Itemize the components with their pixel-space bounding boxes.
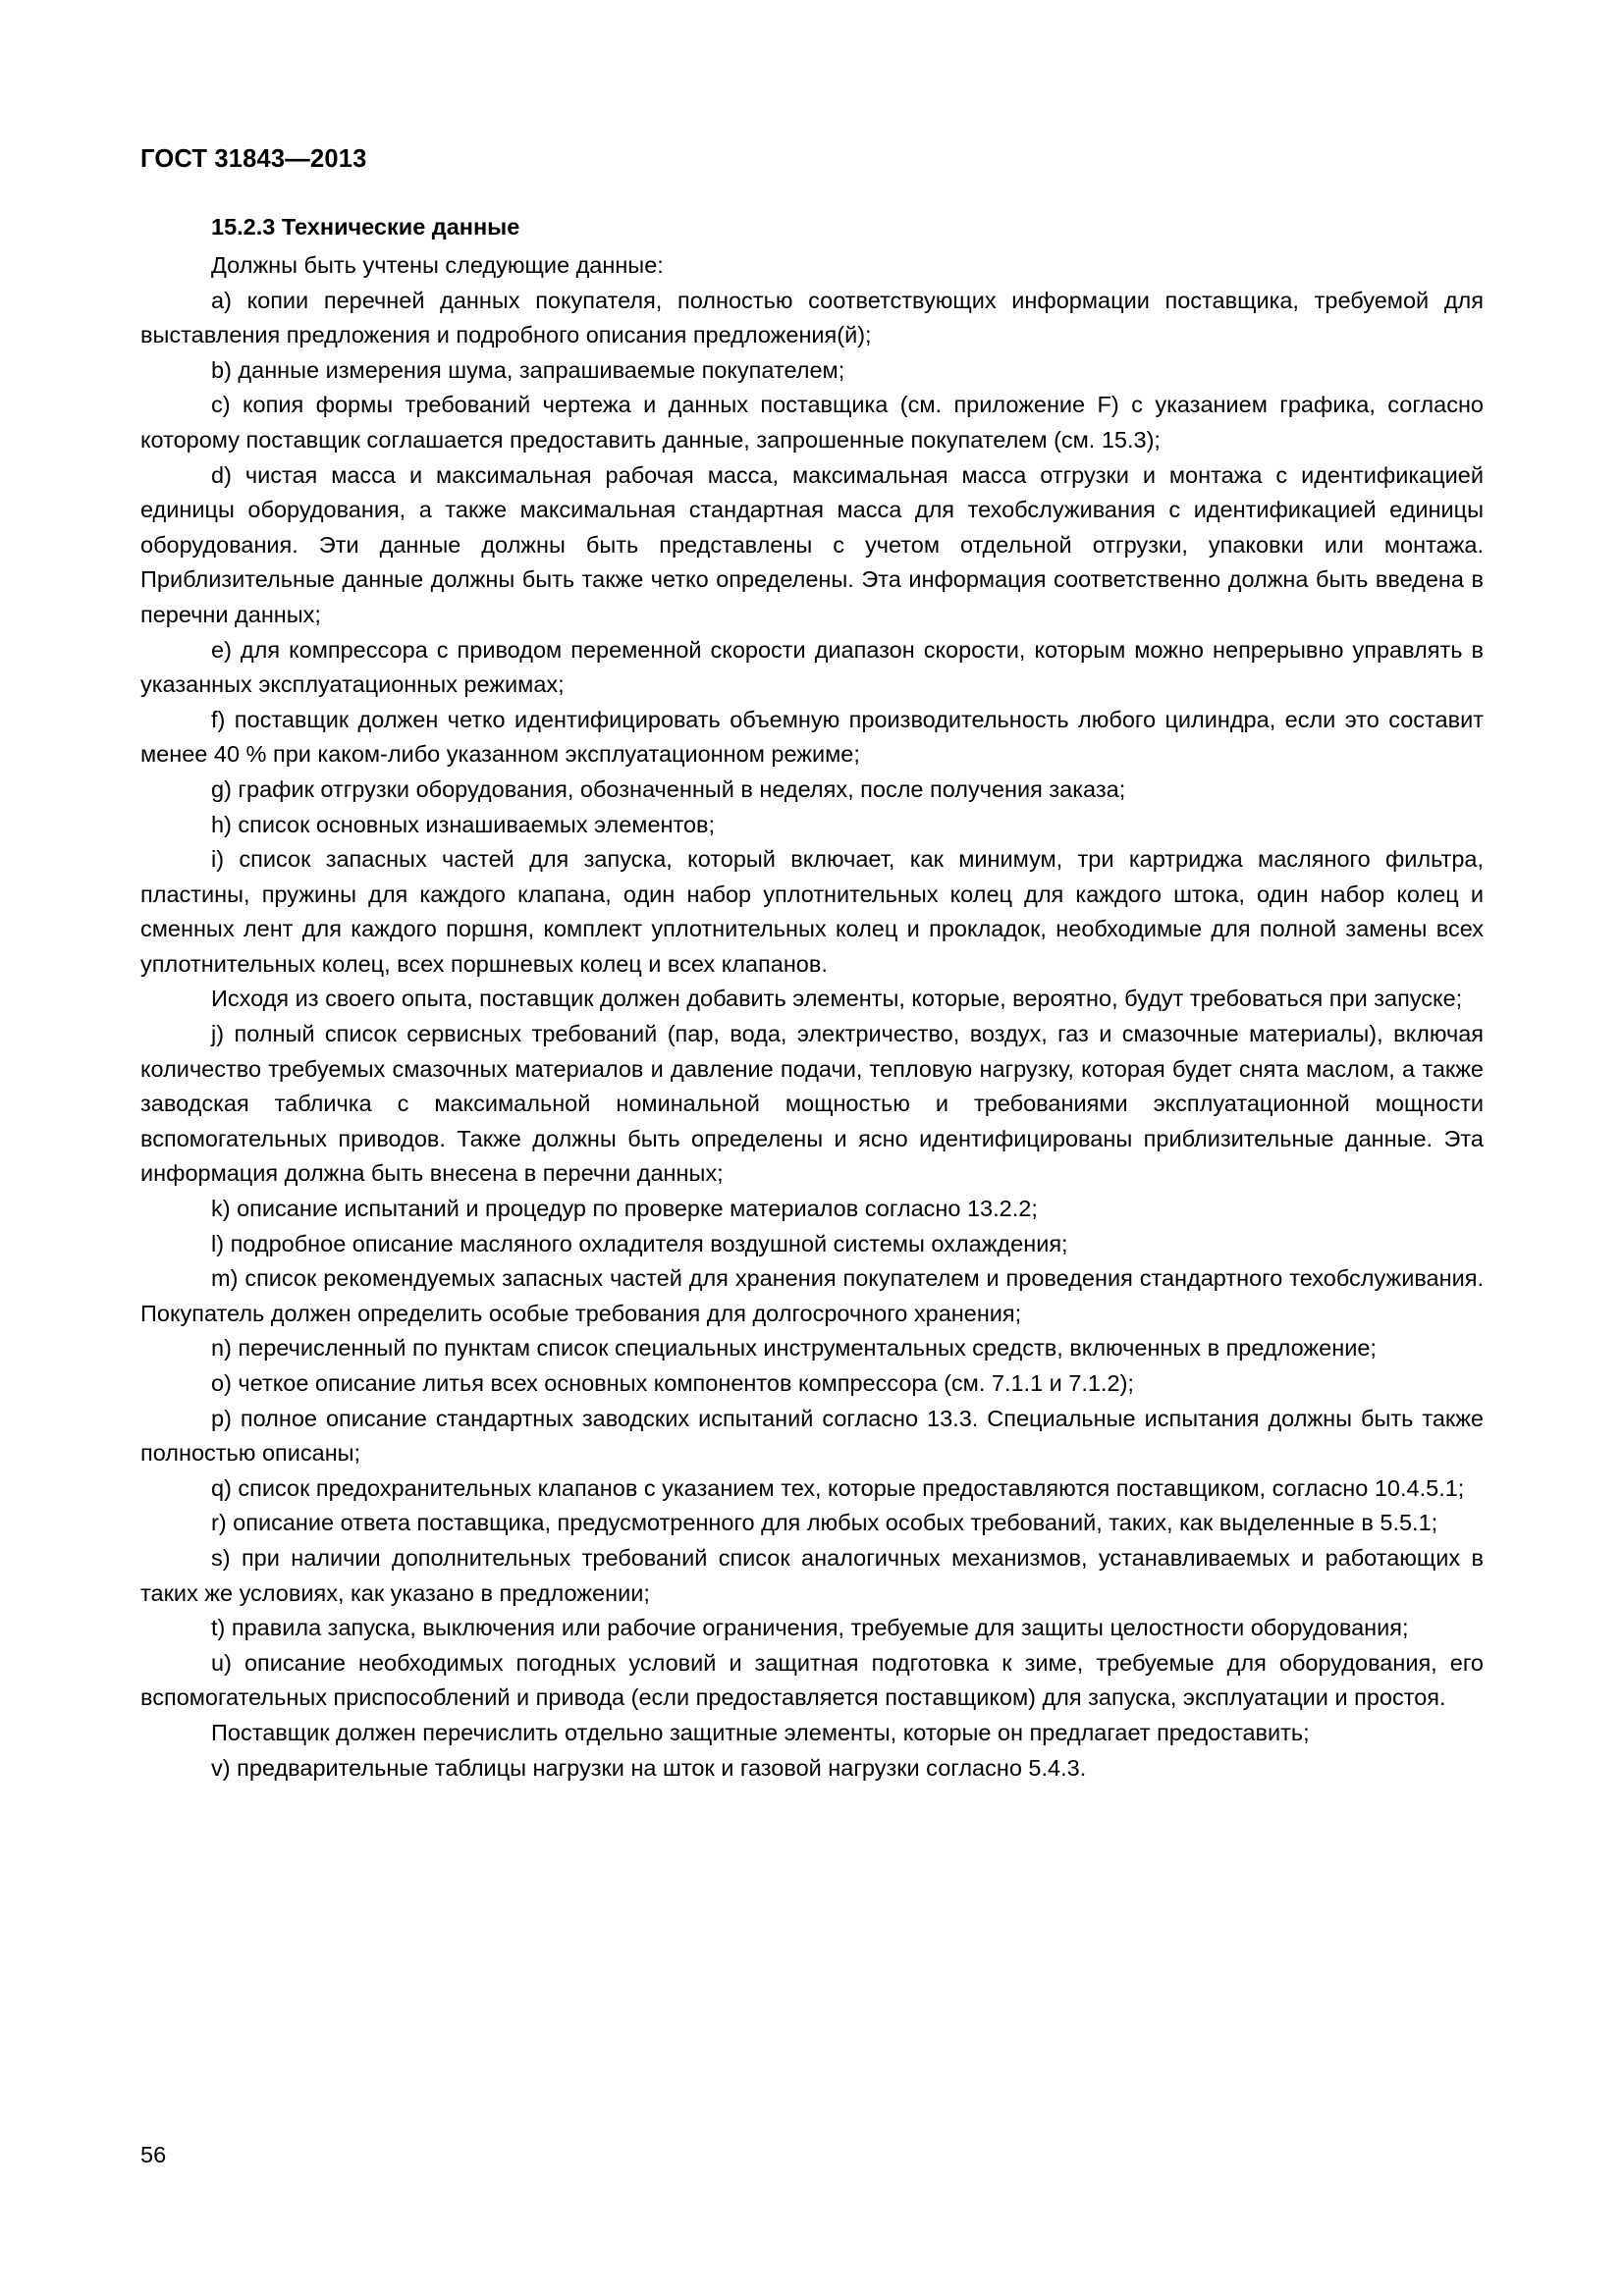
note-paragraph: Поставщик должен перечислить отдельно защитные элементы, которые он предлагает предоставить; — [211, 1719, 1310, 1745]
section-intro: Должны быть учтены следующие данные: — [211, 252, 664, 278]
list-item: p) полное описание стандартных заводских испытаний согласно 13.3. Специальные испытания должны быть также полностью описаны; — [140, 1405, 1484, 1467]
list-item: d) чистая масса и максимальная рабочая масса, максимальная масса отгрузки и монтажа с идентификацией единицы оборудования, а также максимальная стандартная масса для техобслуживания с идентификацией единицы оборудования. Эти данные должны быть представлены с учетом отдельной отгрузки, упаковки или монтажа. Приблизительные данные должны быть также четко определены. Эта информация соответственно должна быть введена в перечни данных; — [140, 461, 1484, 627]
page-header: ГОСТ 31843—2013 — [140, 145, 367, 173]
page-content — [140, 214, 1484, 1786]
list-item: r) описание ответа поставщика, предусмотренного для любых особых требований, таких, как выделенные в 5.5.1; — [211, 1510, 1438, 1536]
list-item: j) полный список сервисных требований (пар, вода, электричество, воздух, газ и смазочные материалы), включая количество требуемых смазочных материалов и давление подачи, тепловую нагрузку, которая будет снята маслом, а также заводская табличка с максимальной номинальной мощностью и требованиями эксплуатационной мощности вспомогательных приводов. Также должны быть определены и ясно идентифицированы приблизительные данные. Эта информация должна быть внесена в перечни данных; — [140, 1021, 1484, 1187]
list-item: n) перечисленный по пунктам список специальных инструментальных средств, включенных в предложение; — [211, 1335, 1377, 1362]
note-paragraph: Исходя из своего опыта, поставщик должен добавить элементы, которые, вероятно, будут требоваться при запуске; — [211, 986, 1463, 1012]
list-item: b) данные измерения шума, запрашиваемые покупателем; — [211, 356, 845, 383]
list-item: t) правила запуска, выключения или рабочие ограничения, требуемые для защиты целостности оборудования; — [211, 1615, 1409, 1641]
page-number: 56 — [140, 2142, 167, 2167]
list-item: c) копия формы требований чертежа и данных поставщика (см. приложение F) с указанием графика, согласно которому поставщик соглашается предоставить данные, запрошенные покупателем (см. 15.3); — [140, 392, 1484, 453]
list-item: u) описание необходимых погодных условий и защитная подготовка к зиме, требуемые для оборудования, его вспомогательных приспособлений и привода (если предоставляется поставщиком) для запуска, эксплуатации и простоя. — [140, 1649, 1484, 1711]
list-item: i) список запасных частей для запуска, который включает, как минимум, три картриджа масляного фильтра, пластины, пружины для каждого клапана, один набор уплотнительных колец для каждого штока, один набор колец и сменных лент для каждого поршня, комплект уплотнительных колец и прокладок, необходимые для полной замены всех уплотнительных колец, всех поршневых колец и всех клапанов. — [140, 846, 1484, 977]
list-item: e) для компрессора с приводом переменной скорости диапазон скорости, которым можно непрерывно управлять в указанных эксплуатационных режимах; — [140, 636, 1484, 698]
list-item: v) предварительные таблицы нагрузки на шток и газовой нагрузки согласно 5.4.3. — [211, 1754, 1087, 1781]
section-title: 15.2.3 Технические данные — [211, 214, 520, 240]
list-item: h) список основных изнашиваемых элементов; — [211, 811, 716, 837]
list-item: k) описание испытаний и процедур по проверке материалов согласно 13.2.2; — [211, 1196, 1038, 1222]
list-item: o) четкое описание литья всех основных компонентов компрессора (см. 7.1.1 и 7.1.2); — [211, 1370, 1134, 1396]
list-item: g) график отгрузки оборудования, обозначенный в неделях, после получения заказа; — [211, 775, 1126, 802]
list-item: s) при наличии дополнительных требований список аналогичных механизмов, устанавливаемых и работающих в таких же условиях, как указано в предложении; — [140, 1544, 1484, 1606]
list-item: l) подробное описание масляного охладителя воздушной системы охлаждения; — [211, 1230, 1068, 1256]
list-item: f) поставщик должен четко идентифицировать объемную производительность любого цилиндра, если это составит менее 40 % при каком-либо указанном эксплуатационном режиме; — [140, 706, 1484, 768]
list-item: q) список предохранительных клапанов с указанием тех, которые предоставляются поставщиком, согласно 10.4.5.1; — [211, 1474, 1465, 1501]
list-item: m) список рекомендуемых запасных частей для хранения покупателем и проведения стандартного техобслуживания. Покупатель должен определить особые требования для долгосрочного хранения; — [140, 1265, 1484, 1326]
list-item: a) копии перечней данных покупателя, полностью соответствующих информации поставщика, требуемой для выставления предложения и подробного описания предложения(й); — [140, 287, 1484, 348]
